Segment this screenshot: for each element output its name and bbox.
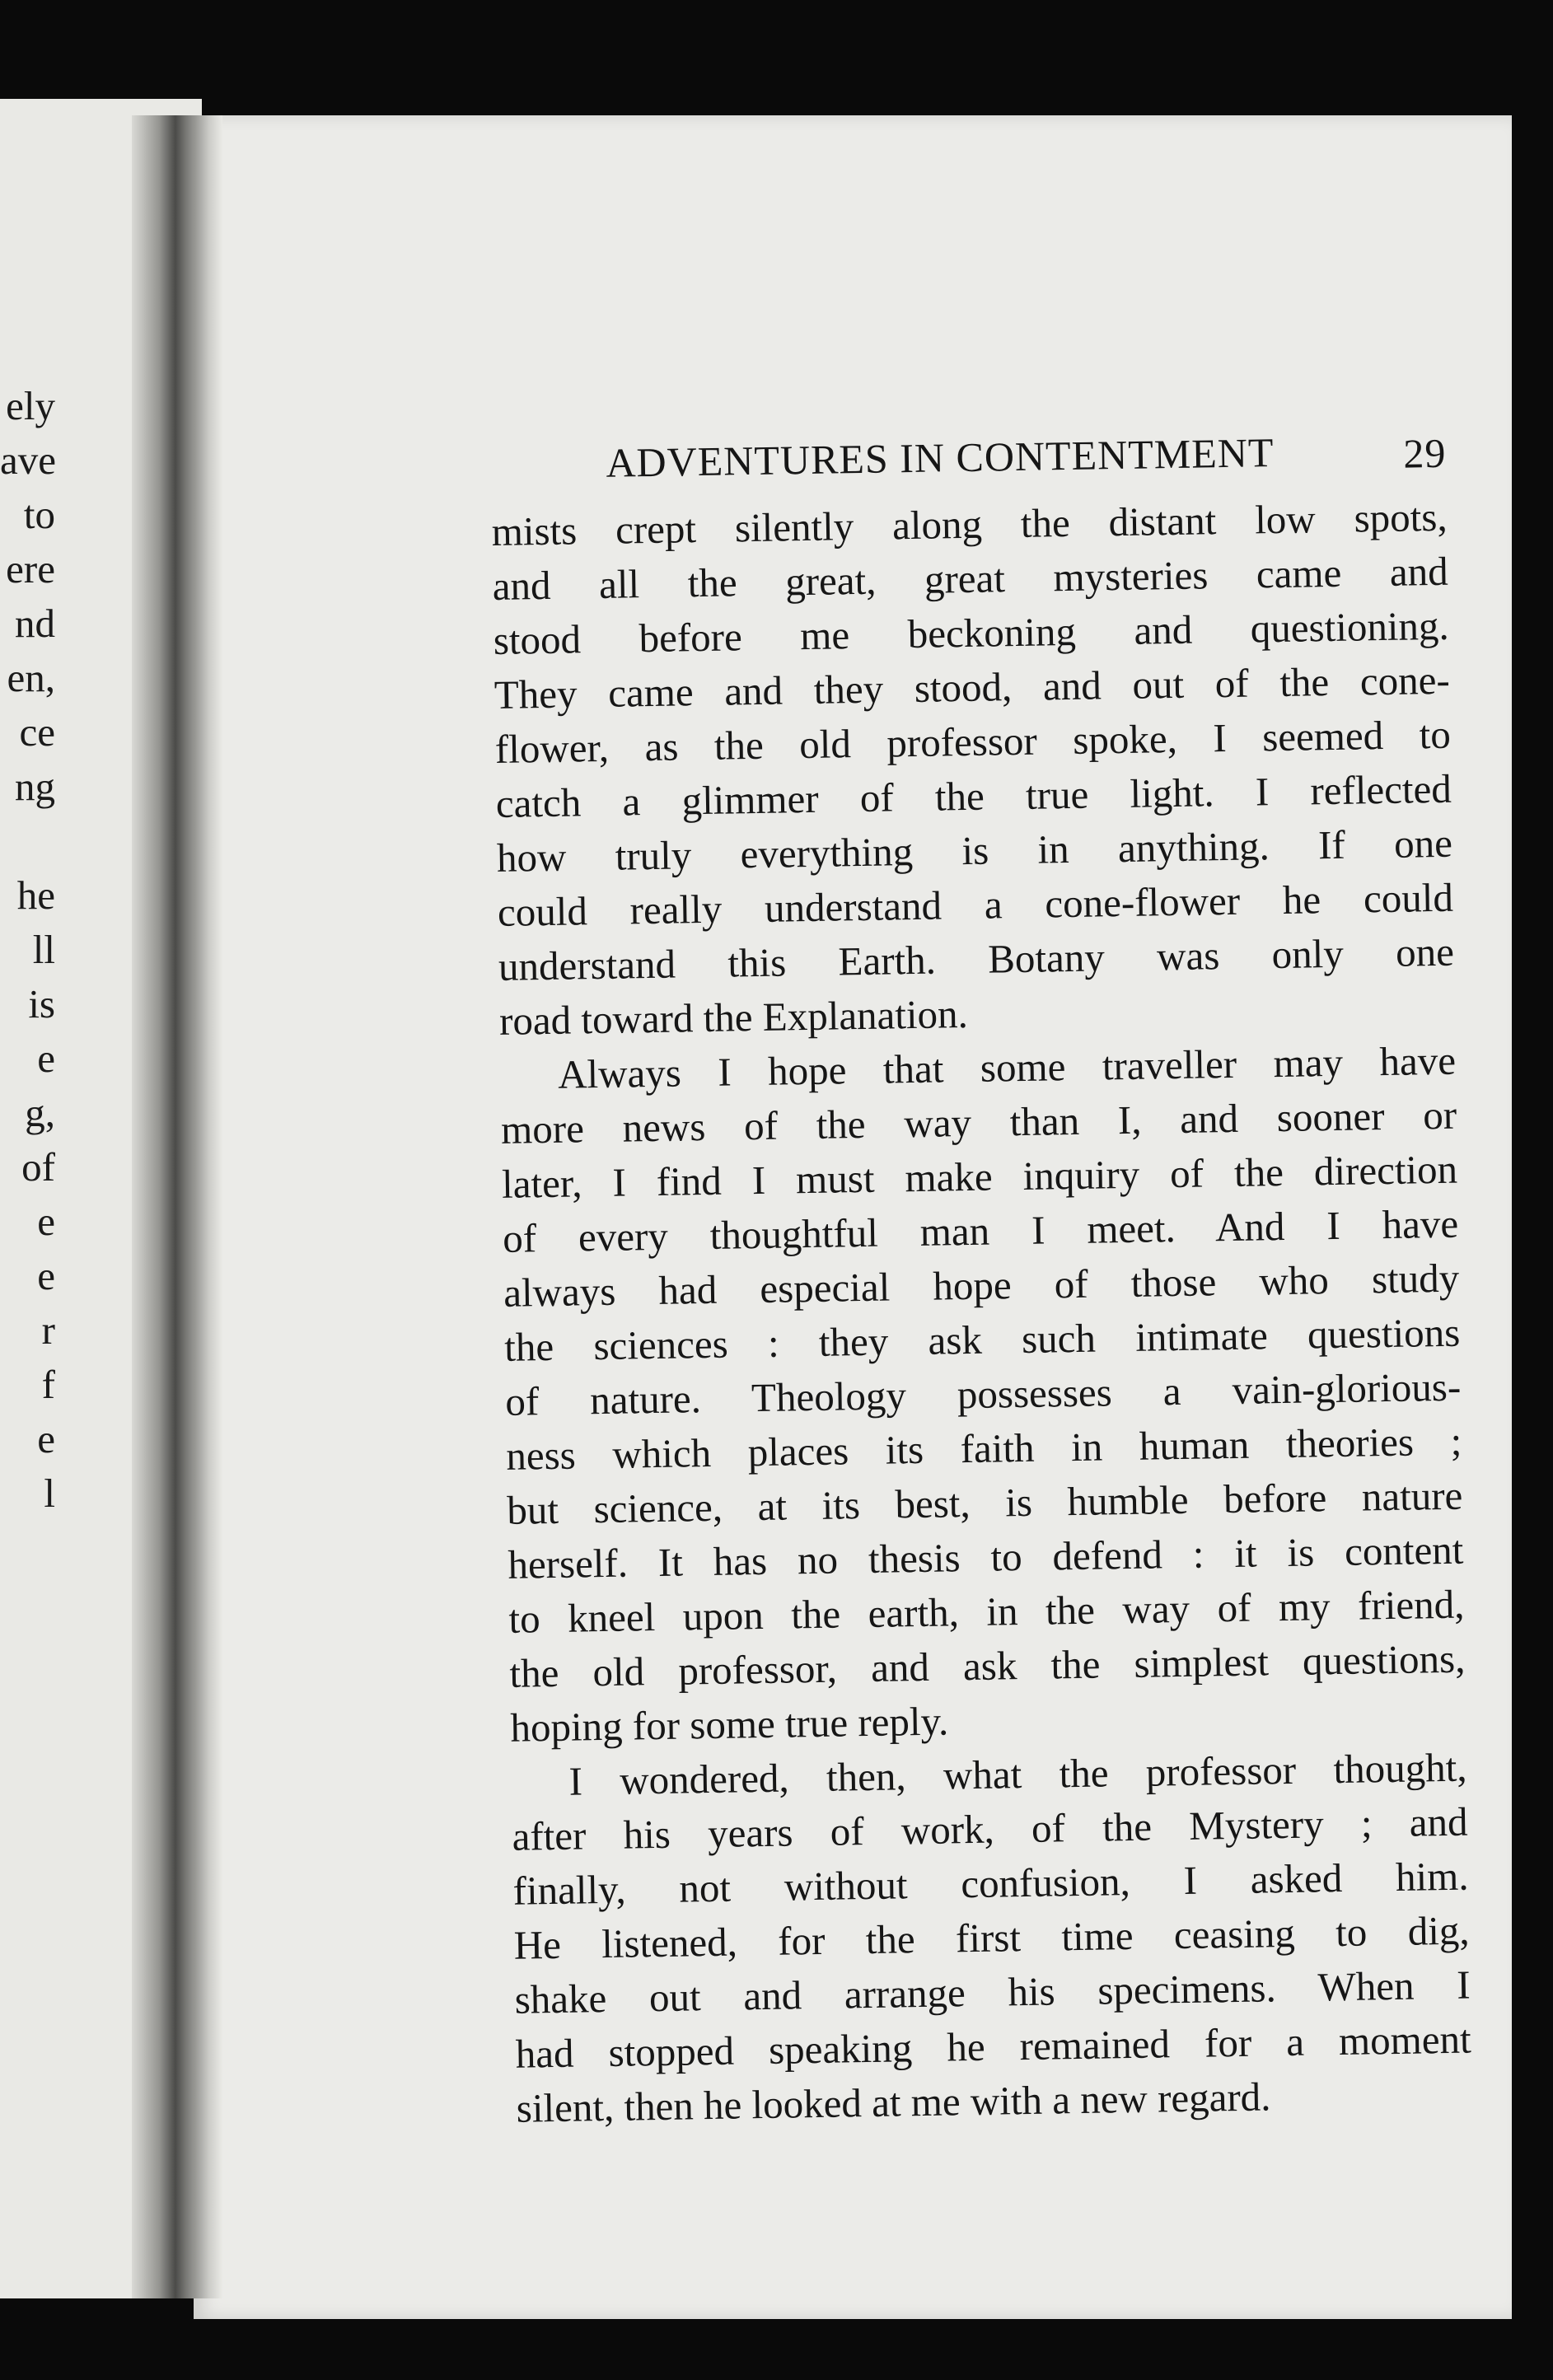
text-line: the old professor, and ask the simplest questions, [509, 1635, 1466, 1696]
paragraph [511, 1741, 1472, 2136]
text-line: of nature. Theology possesses a vain-glorious- [504, 1363, 1462, 1424]
paragraph [500, 1034, 1466, 1756]
left-page-fragment: r [41, 1307, 55, 1353]
text-line: could really understand a cone-flower he could [497, 874, 1454, 935]
page-number: 29 [1402, 429, 1447, 477]
left-page-fragment: ce [19, 709, 55, 755]
text-line: more news of the way than I, and sooner or [500, 1092, 1457, 1153]
text-line: always had especial hope of those who study [503, 1255, 1460, 1316]
paragraph [491, 490, 1455, 1049]
text-line: flower, as the old professor spoke, I seemed to [494, 711, 1452, 772]
text-line: later, I find I must make inquiry of the direction [501, 1146, 1458, 1207]
text-line: hoping for some true reply. [510, 1698, 949, 1751]
left-page-fragment: g, [25, 1090, 55, 1135]
left-page-fragment: ere [6, 546, 55, 591]
body-text [491, 490, 1472, 2136]
running-head-title: ADVENTURES IN CONTENTMENT [605, 429, 1275, 486]
running-head [490, 426, 1447, 498]
text-line: mists crept silently along the distant low spots, [491, 493, 1448, 554]
left-page-fragment: l [44, 1471, 55, 1516]
text-line: and all the great, great mysteries came and [492, 548, 1449, 609]
text-line: ness which places its faith in human theories ; [505, 1418, 1462, 1479]
text-line: Always I hope that some traveller may have [557, 1037, 1457, 1097]
left-page-fragment: e [37, 1253, 55, 1298]
text-line: He listened, for the first time ceasing to dig, [513, 1907, 1470, 1968]
left-page-fragment: ng [15, 764, 55, 809]
text-line: how truly everything is in anything. If one [496, 820, 1453, 881]
left-page-fragment: e [37, 1036, 55, 1081]
text-line: They came and they stood, and out of the cone- [493, 657, 1451, 718]
text-line: road toward the Explanation. [498, 990, 969, 1044]
left-page-fragment: nd [15, 601, 55, 646]
left-page-fragment: e [37, 1416, 55, 1461]
text-line: but science, at its best, is humble before nature [506, 1472, 1463, 1533]
left-page-fragment: ave [0, 437, 56, 483]
left-page-fragment: e [37, 1199, 55, 1244]
left-page-fragment: to [23, 492, 55, 537]
page-content [490, 426, 1472, 2136]
left-page-fragment: ll [32, 927, 55, 972]
left-page-fragment: of [21, 1144, 55, 1190]
text-line: understand this Earth. Botany was only one [498, 928, 1455, 989]
text-line: I wondered, then, what the professor thought, [568, 1744, 1467, 1804]
text-line: the sciences : they ask such intimate questions [503, 1309, 1461, 1370]
left-page-fragment: he [16, 872, 55, 918]
text-line: had stopped speaking he remained for a moment [515, 2016, 1472, 2077]
book-gutter-shadow [132, 115, 222, 2298]
left-page-fragment: is [28, 981, 55, 1026]
text-line: of every thoughtful man I meet. And I have [502, 1200, 1459, 1261]
left-page-fragment: ely [6, 383, 55, 428]
left-page-fragment: f [41, 1362, 55, 1407]
text-line: finally, not without confusion, I asked him. [512, 1853, 1469, 1914]
left-page-fragment: en, [7, 655, 55, 700]
text-line: stood before me beckoning and questioning. [493, 602, 1450, 663]
text-line: shake out and arrange his specimens. When I [514, 1962, 1471, 2022]
text-line: herself. It has no thesis to defend : it is content [508, 1527, 1464, 1587]
text-line: catch a glimmer of the true light. I reflected [495, 765, 1452, 826]
text-line: silent, then he looked at me with a new regard. [516, 2074, 1271, 2131]
text-line: after his years of work, of the Mystery ; and [512, 1798, 1468, 1859]
text-line: to kneel upon the earth, in the way of my friend, [508, 1581, 1465, 1642]
right-page [194, 115, 1512, 2319]
